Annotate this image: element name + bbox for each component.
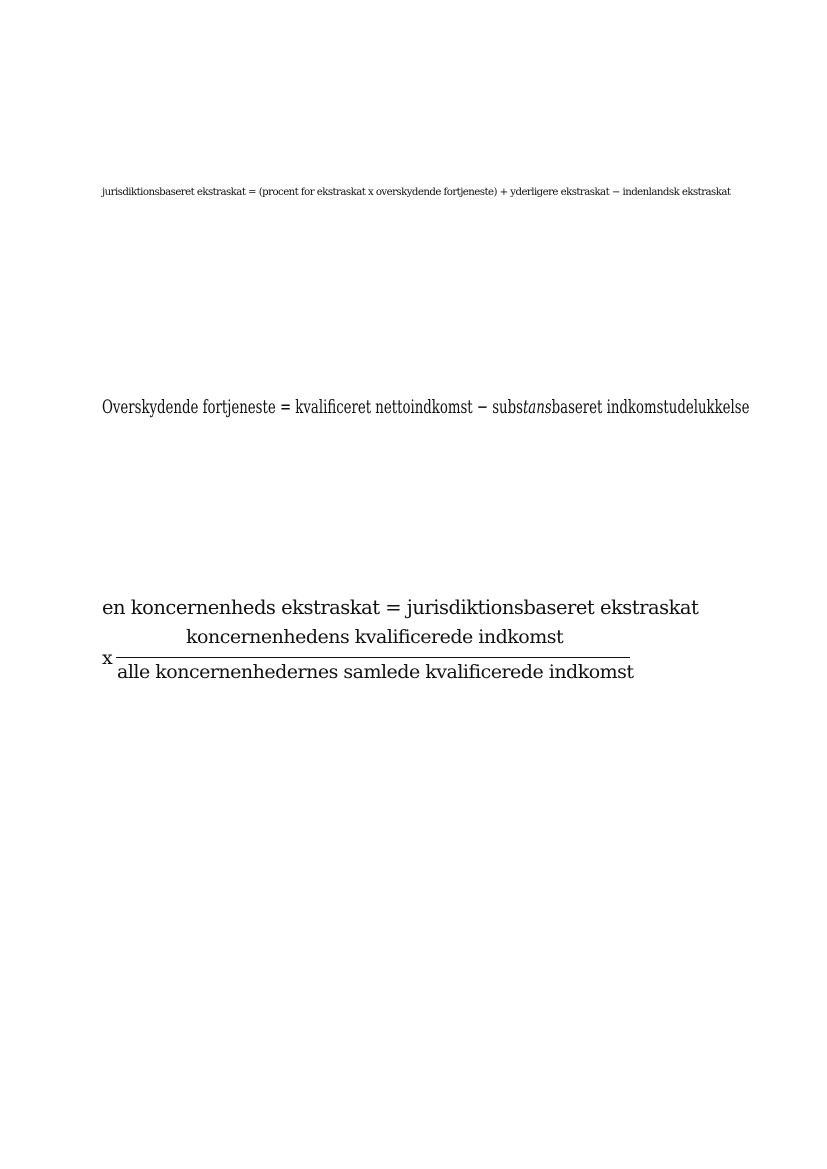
formula-italic-fragment: tans (522, 396, 552, 418)
fraction-bar (116, 657, 630, 658)
formula-fraction (102, 626, 642, 690)
formula-suffix: baseret indkomstudelukkelse (551, 396, 750, 418)
formula-text: jurisdiktionsbaseret ekstraskat = (procent for ekstraskat x overskydende fortjeneste) + yderligere ekstraskat − indenlandsk ekstraskat (102, 187, 731, 198)
formula-entity-top-up-tax (102, 598, 698, 618)
fraction-numerator: koncernenhedens kvalificerede indkomst (186, 626, 564, 648)
formula-lhs-line: en koncernenheds ekstraskat = jurisdiktionsbaseret ekstraskat (102, 596, 699, 619)
formula-prefix: Overskydende fortjeneste = kvalificeret nettoindkomst − subs (102, 396, 523, 418)
formula-jurisdictional-top-up-tax (102, 188, 730, 198)
fraction-denominator: alle koncernenhedernes samlede kvalificerede indkomst (117, 661, 634, 683)
multiplication-sign: x (102, 647, 113, 669)
formula-excess-profit (102, 398, 749, 417)
